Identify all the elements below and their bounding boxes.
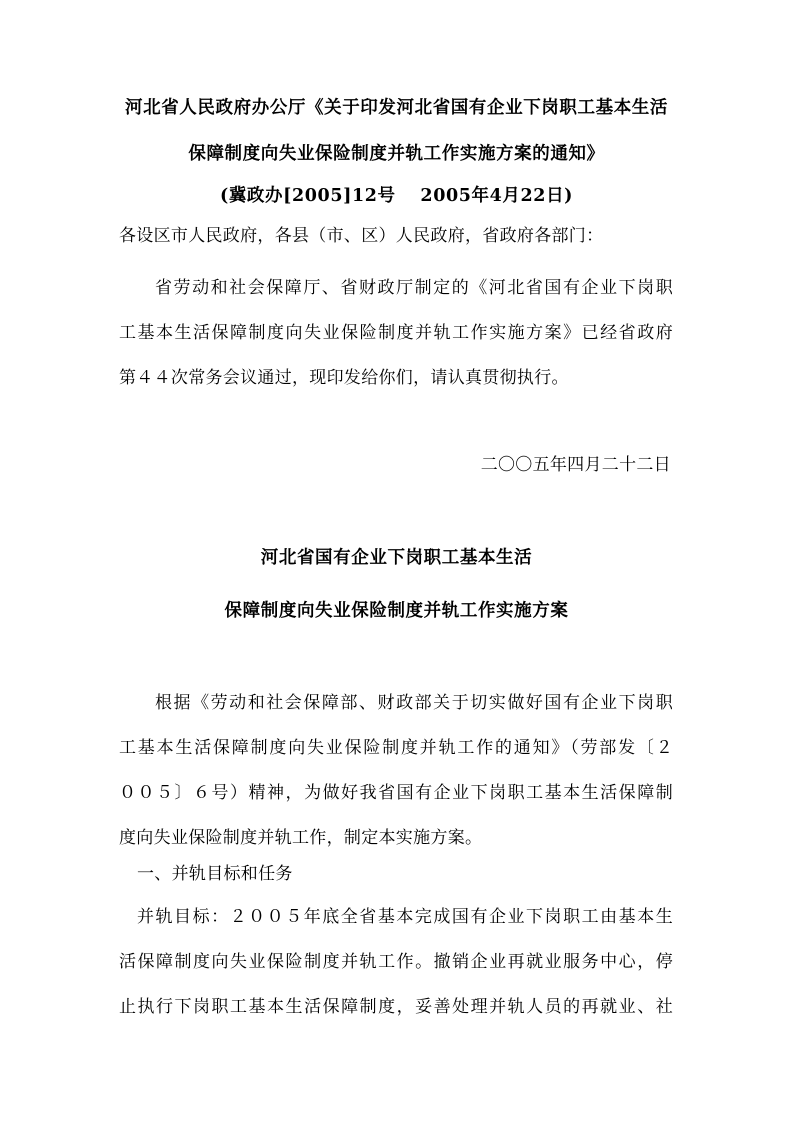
notice-date: 二〇〇五年四月二十二日 — [480, 455, 671, 475]
plan-intro-line-2: 工基本生活保障制度向失业保险制度并轨工作的通知》（劳部发〔２ — [119, 738, 673, 758]
section1-heading: 一、并轨目标和任务 — [137, 864, 293, 884]
plan-intro-line-1: 根据《劳动和社会保障部、财政部关于切实做好国有企业下岗职 — [155, 693, 673, 713]
notice-addressee: 各设区市人民政府，各县（市、区）人民政府，省政府各部门： — [119, 226, 604, 246]
section1-line-2: 活保障制度向失业保险制度并轨工作。撤销企业再就业服务中心，停 — [119, 952, 673, 972]
plan-title-line1: 河北省国有企业下岗职工基本生活 — [260, 548, 533, 568]
section1-line-1: 并轨目标：２００５年底全省基本完成国有企业下岗职工由基本生 — [137, 907, 673, 927]
plan-intro-line-3: ００５〕６号）精神，为做好我省国有企业下岗职工基本生活保障制 — [119, 783, 673, 803]
notice-title-line2: 保障制度向失业保险制度并轨工作实施方案的通知》 — [188, 144, 605, 164]
notice-doc-ref: (冀政办[2005]12号 2005年4月22日) — [219, 186, 574, 206]
plan-title-line2: 保障制度向失业保险制度并轨工作实施方案 — [224, 601, 569, 621]
notice-body-line-3: 第４４次常务会议通过，现印发给你们，请认真贯彻执行。 — [119, 368, 569, 388]
section1-line-3: 止执行下岗职工基本生活保障制度，妥善处理并轨人员的再就业、社 — [119, 997, 673, 1017]
notice-title-line1: 河北省人民政府办公厅《关于印发河北省国有企业下岗职工基本生活 — [125, 98, 668, 118]
notice-body-line-2: 工基本生活保障制度向失业保险制度并轨工作实施方案》已经省政府 — [119, 323, 673, 343]
notice-body-line-1: 省劳动和社会保障厅、省财政厅制定的《河北省国有企业下岗职 — [155, 278, 673, 298]
plan-intro-line-4: 度向失业保险制度并轨工作，制定本实施方案。 — [119, 828, 483, 848]
